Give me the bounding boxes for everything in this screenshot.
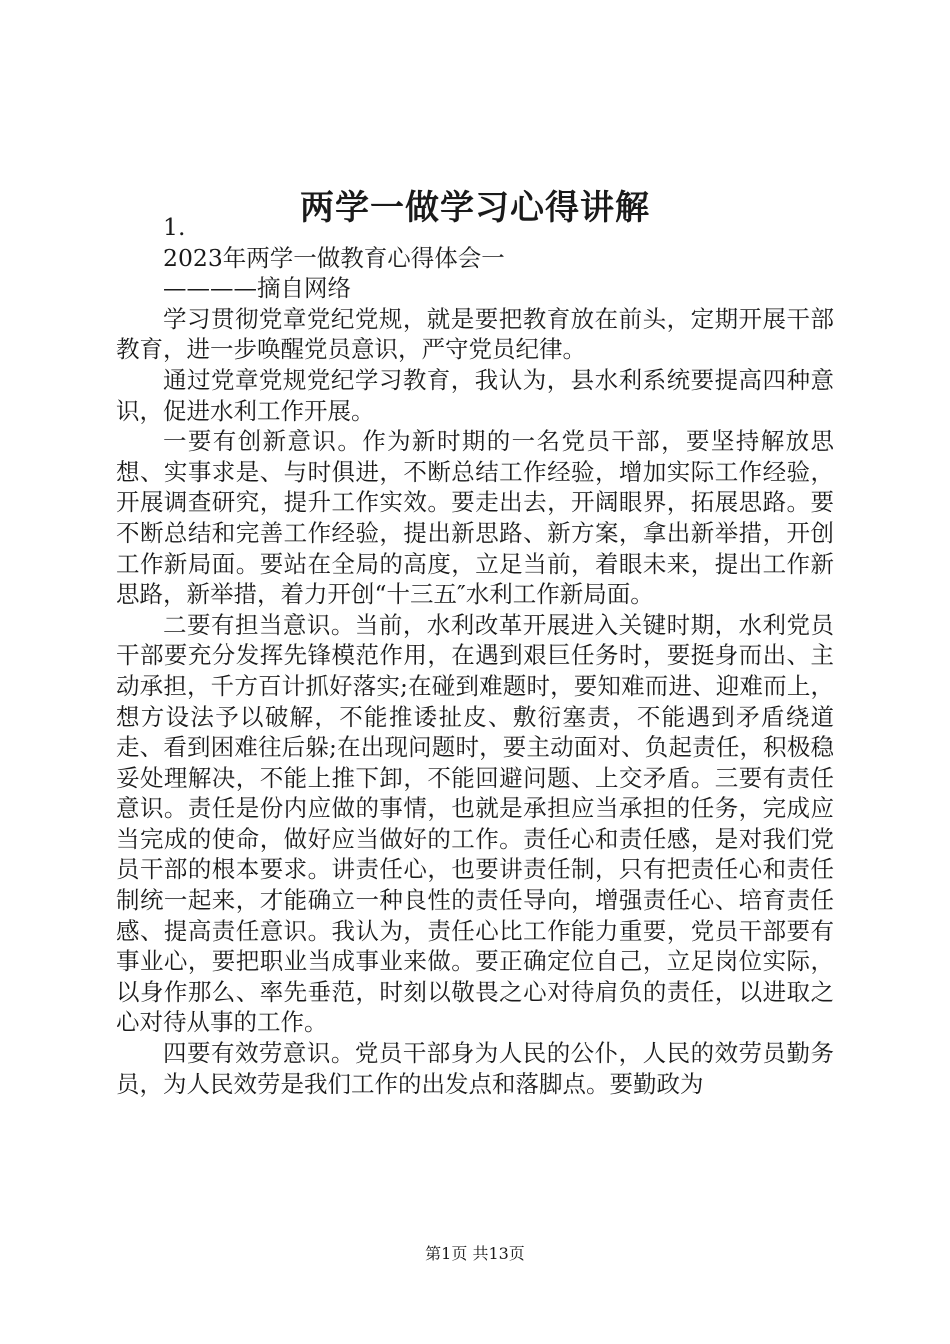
paragraph-responsibility: 二要有担当意识。当前，水利改革开展进入关键时期，水利党员干部要充分发挥先锋模范作用，在遇到艰巨任务时，要挺身而出、主动承担，千方百计抓好落实;在碰到难题时，要知难而进、迎难而上，想方设法予以破解，不能推诿扯皮、敷衍塞责，不能遇到矛盾绕道走、看到困难往后躲;在出现问题时，要主动面对、负起责任，积极稳妥处理解决，不能上推下卸，不能回避问题、上交矛盾。三要有责任意识。责任是份内应做的事情，也就是承担应当承担的任务，完成应当完成的使命，做好应当做好的工作。责任心和责任感，是对我们党员干部的根本要求。讲责任心，也要讲责任制，只有把责任心和责任制统一起来，才能确立一种良性的责任导向，增强责任心、培育责任感、提高责任意识。我认为，责任心比工作能力重要，党员干部要有事业心，要把职业当成事业来做。要正确定位自己，立足岗位实际，以身作那么、率先垂范，时刻以敬畏之心对待肩负的责任，以进取之心对待从事的工作。 (116, 610, 834, 1037)
paragraph-intro: 学习贯彻党章党纪党规，就是要把教育放在前头，定期开展干部教育，进一步唤醒党员意识，严守党员纪律。 (116, 304, 834, 364)
page-title: 两学一做学习心得讲解 (300, 188, 650, 228)
paragraph-subtitle: 2023年两学一做教育心得体会一 (163, 243, 505, 272)
page-footer: 第1页 共13页 (425, 1244, 525, 1263)
paragraph-service: 四要有效劳意识。党员干部身为人民的公仆，人民的效劳员勤务员，为人民效劳是我们工作的出发点和落脚点。要勤政为 (116, 1039, 834, 1098)
document-body (116, 212, 834, 1099)
paragraph-item-number: 1. (163, 213, 186, 241)
paragraph-four-awareness: 通过党章党规党纪学习教育，我认为，县水利系统要提高四种意识，促进水利工作开展。 (116, 365, 834, 425)
paragraph-innovation: 一要有创新意识。作为新时期的一名党员干部，要坚持解放思想、实事求是、与时俱进，不断总结工作经验，增加实际工作经验，开展调查研究，提升工作实效。要走出去，开阔眼界，拓展思路。要不断总结和完善工作经验，提出新思路、新方案，拿出新举措，开创工作新局面。要站在全局的高度，立足当前，着眼未来，提出工作新思路，新举措，着力开创“十三五″水利工作新局面。 (116, 427, 834, 609)
paragraph-source: ————摘自网络 (163, 274, 351, 303)
